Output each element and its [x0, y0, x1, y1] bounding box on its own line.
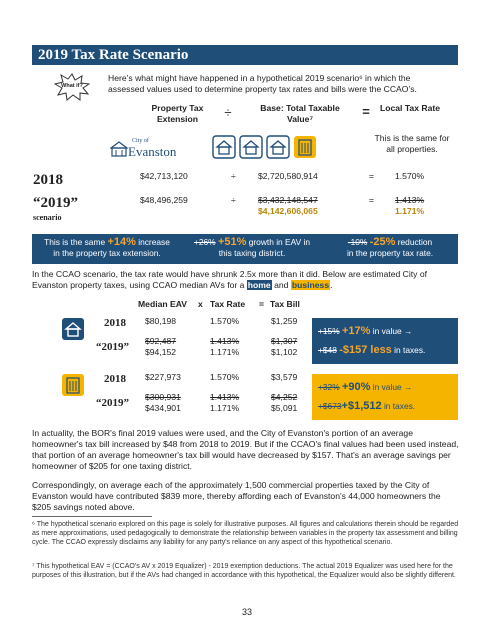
- home-year-2018: 2018: [104, 317, 126, 329]
- home-change-box: [312, 318, 458, 364]
- para-ccao-scenario: In the CCAO scenario, the tax rate would have shrunk 2.5x more than it did. Below are estimated City of Evanston property taxes, using CCAO median AVs for a home and business.: [32, 269, 428, 290]
- extension-2018: $42,713,120: [140, 171, 188, 181]
- scenario-label: scenario: [33, 213, 62, 222]
- formula-divide-op: ÷: [224, 105, 232, 120]
- band-eav-cell: +26% +51% growth in EAV in this taxing district.: [193, 236, 311, 258]
- city-seal-icon: [110, 140, 128, 158]
- home-eav-2018: $80,198: [145, 316, 177, 326]
- home-eav-2019-ccao: $94,152: [145, 347, 177, 357]
- property-icons: [212, 135, 342, 159]
- formula-col-rate: Local Tax Rate: [379, 103, 441, 113]
- intro-text: Here’s what might have happened in a hypothetical 2019 scenario⁶ in which the assessed values used to determine property tax rates and bills were the CCAO’s.: [108, 73, 417, 94]
- row-year-2019: “2019”: [33, 195, 78, 211]
- extension-2019: $48,496,259: [140, 195, 188, 205]
- biz-value-change: +32% +90% in value →: [318, 381, 413, 393]
- col-equals-op: =: [259, 299, 265, 309]
- home-value-change: +15% +17% in value →: [318, 325, 413, 337]
- col-tax-rate: Tax Rate: [210, 299, 246, 309]
- business-building-icon: [62, 374, 84, 396]
- home-tax-change: +$48 -$157 less in taxes.: [318, 344, 426, 356]
- home-bill-2019-actual: $1,307: [271, 336, 298, 346]
- base-2018: $2,720,580,914: [258, 171, 318, 181]
- home-bill-2019-ccao: $1,102: [271, 347, 298, 357]
- summary-band: [32, 234, 458, 264]
- footnote-divider: [32, 516, 152, 517]
- row-year-2018: 2018: [33, 172, 63, 188]
- biz-bill-2019-ccao: $5,091: [271, 403, 298, 413]
- house-icon: [266, 135, 290, 159]
- band-rate-cell: -10% -25% reduction in the property tax rate.: [346, 236, 434, 258]
- logo-city-of: City of: [132, 138, 149, 144]
- section-title-bar: [32, 45, 458, 65]
- home-rate-2019-actual: 1.413%: [210, 336, 240, 346]
- rate-2018: 1.570%: [395, 171, 425, 181]
- equals-2018: =: [369, 171, 375, 181]
- evanston-logo: [110, 138, 180, 160]
- divide-2018: ÷: [231, 171, 236, 181]
- base-2019-ccao: $4,142,606,065: [258, 206, 318, 216]
- band-eav-pct: +51%: [217, 236, 247, 248]
- band-rate-pct: -25%: [369, 236, 396, 248]
- home-eav-2019-actual: $92,487: [145, 336, 177, 346]
- home-rate-2018: 1.570%: [210, 316, 240, 326]
- biz-tax-change: +$673+$1,512 in taxes.: [318, 400, 416, 412]
- formula-col-base: Base: Total Taxable Value⁷: [260, 103, 340, 124]
- office-building-icon: [293, 135, 317, 159]
- biz-rate-2018: 1.570%: [210, 372, 240, 382]
- logo-evanston: Evanston: [128, 144, 177, 159]
- footnote-6: ⁶ The hypothetical scenario explored on this page is solely for illustrative purposes. All figures and calculations therein should be regarded as mere approximations, used pedagogically to demonstrate the relationship between variables in the property tax assessment and billing cycle. The CCAO expressly disclaims any liability for any party's reliance on any aspect of this hypothetical scenario.: [32, 521, 459, 546]
- home-icon: [62, 318, 84, 340]
- biz-bill-2018: $3,579: [271, 372, 298, 382]
- col-times-op: x: [198, 299, 203, 309]
- footnote-7: ⁷ This hypothetical EAV = (CCAO’s AV x 2019 Equalizer) - 2019 exemption deductions. The actual 2019 Equalizer was used here for the purposes of this illustration, but if the AVs had changed in accordance with this hypothetical, the Equalizer would also be slightly different.: [32, 563, 456, 579]
- band-extension-pct: +14%: [107, 236, 136, 248]
- biz-year-2018: 2018: [104, 373, 126, 385]
- equals-2019: =: [369, 195, 375, 205]
- col-median-eav: Median EAV: [138, 299, 188, 309]
- para-actuality: In actuality, the BOR's final 2019 values were used, and the City of Evanston's portion of an average homeowner's tax bill increased by $48 from 2018 to 2019. But if the CCAO's final values had been used instead, that portion of an average homeowner's tax bill would have decreased by $157. That's an average savings per homeowner of $205 for one taxing district.: [32, 428, 459, 471]
- biz-year-2019: “2019”: [96, 397, 129, 409]
- section-title: 2019 Tax Rate Scenario: [38, 47, 189, 63]
- formula-equals-op: =: [362, 104, 370, 119]
- para-correspondingly: Correspondingly, on average each of the approximately 1,500 commercial properties taxed by the City of Evanston would have contributed $839 more, thereby affording each of Evanston's 44,000 homeowners the $205 savings noted above.: [32, 480, 441, 512]
- page-number: 33: [241, 607, 252, 617]
- biz-eav-2019-ccao: $434,901: [145, 403, 181, 413]
- house-icon: [212, 135, 236, 159]
- base-2019-actual: $3,432,148,547: [258, 195, 318, 205]
- home-bill-2018: $1,259: [271, 316, 298, 326]
- rate-2019-ccao: 1.171%: [395, 206, 425, 216]
- highlight-home: home: [247, 280, 271, 290]
- biz-change-box: [312, 374, 458, 420]
- biz-eav-2019-actual: $300,931: [145, 392, 181, 402]
- biz-rate-2019-ccao: 1.171%: [210, 403, 240, 413]
- home-year-2019: “2019”: [96, 341, 129, 353]
- biz-rate-2019-actual: 1.413%: [210, 392, 240, 402]
- what-if-label: What if?: [61, 83, 83, 89]
- biz-bill-2019-actual: $4,252: [271, 392, 298, 402]
- rate-2019-actual: 1.413%: [395, 195, 425, 205]
- house-icon: [239, 135, 263, 159]
- band-extension-cell: This is the same +14% increase in the property tax extension.: [44, 236, 170, 258]
- highlight-business: business: [291, 280, 330, 290]
- home-rate-2019-ccao: 1.171%: [210, 347, 240, 357]
- formula-col-extension: Property Tax Extension: [151, 103, 204, 124]
- divide-2019: ÷: [231, 195, 236, 205]
- same-rate-note: This is the same for all properties.: [374, 133, 450, 154]
- col-tax-bill: Tax Bill: [270, 299, 300, 309]
- biz-eav-2018: $227,973: [145, 372, 181, 382]
